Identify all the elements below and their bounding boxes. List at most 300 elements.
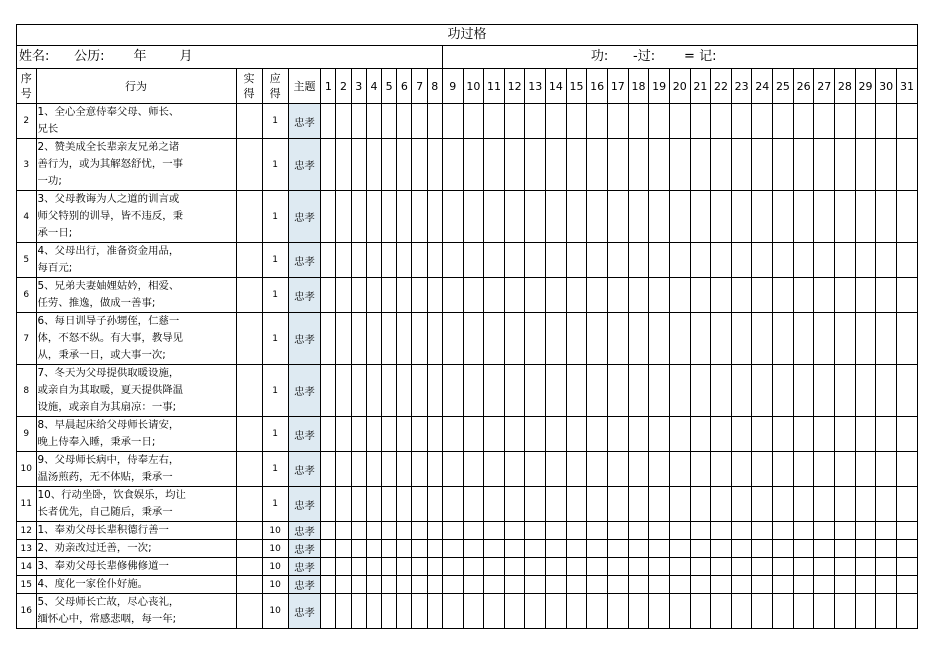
day-check-cell[interactable]: [649, 522, 670, 540]
day-check-cell[interactable]: [463, 139, 484, 191]
day-check-cell[interactable]: [876, 139, 897, 191]
row-actual-cell[interactable]: [236, 487, 262, 522]
day-check-cell[interactable]: [351, 191, 366, 243]
day-check-cell[interactable]: [484, 278, 505, 313]
day-check-cell[interactable]: [525, 243, 546, 278]
day-check-cell[interactable]: [546, 522, 567, 540]
day-check-cell[interactable]: [442, 540, 463, 558]
day-check-cell[interactable]: [397, 594, 412, 629]
day-check-cell[interactable]: [366, 139, 381, 191]
day-check-cell[interactable]: [566, 139, 587, 191]
day-check-cell[interactable]: [484, 558, 505, 576]
day-check-cell[interactable]: [773, 278, 794, 313]
row-actual-cell[interactable]: [236, 540, 262, 558]
day-check-cell[interactable]: [814, 452, 835, 487]
day-check-cell[interactable]: [773, 576, 794, 594]
day-check-cell[interactable]: [463, 417, 484, 452]
day-check-cell[interactable]: [351, 417, 366, 452]
day-check-cell[interactable]: [427, 139, 442, 191]
day-check-cell[interactable]: [628, 487, 649, 522]
day-check-cell[interactable]: [731, 487, 752, 522]
day-check-cell[interactable]: [587, 104, 608, 139]
day-check-cell[interactable]: [814, 522, 835, 540]
day-check-cell[interactable]: [412, 540, 427, 558]
day-check-cell[interactable]: [525, 594, 546, 629]
day-check-cell[interactable]: [876, 243, 897, 278]
day-check-cell[interactable]: [855, 452, 876, 487]
day-check-cell[interactable]: [711, 104, 732, 139]
day-check-cell[interactable]: [690, 104, 711, 139]
day-check-cell[interactable]: [752, 594, 773, 629]
day-check-cell[interactable]: [773, 452, 794, 487]
day-check-cell[interactable]: [397, 104, 412, 139]
day-check-cell[interactable]: [876, 104, 897, 139]
day-check-cell[interactable]: [525, 278, 546, 313]
day-check-cell[interactable]: [814, 191, 835, 243]
day-check-cell[interactable]: [321, 243, 336, 278]
day-check-cell[interactable]: [690, 313, 711, 365]
day-check-cell[interactable]: [711, 313, 732, 365]
row-actual-cell[interactable]: [236, 594, 262, 629]
day-check-cell[interactable]: [649, 243, 670, 278]
day-check-cell[interactable]: [566, 576, 587, 594]
day-check-cell[interactable]: [669, 313, 690, 365]
day-check-cell[interactable]: [608, 278, 629, 313]
day-check-cell[interactable]: [773, 191, 794, 243]
day-check-cell[interactable]: [855, 191, 876, 243]
day-check-cell[interactable]: [397, 558, 412, 576]
day-check-cell[interactable]: [669, 576, 690, 594]
day-check-cell[interactable]: [412, 243, 427, 278]
day-check-cell[interactable]: [608, 540, 629, 558]
day-check-cell[interactable]: [773, 487, 794, 522]
day-check-cell[interactable]: [876, 558, 897, 576]
day-check-cell[interactable]: [463, 278, 484, 313]
day-check-cell[interactable]: [793, 243, 814, 278]
day-check-cell[interactable]: [484, 576, 505, 594]
day-check-cell[interactable]: [835, 576, 856, 594]
day-check-cell[interactable]: [896, 278, 917, 313]
day-check-cell[interactable]: [690, 243, 711, 278]
day-check-cell[interactable]: [731, 313, 752, 365]
day-check-cell[interactable]: [752, 191, 773, 243]
day-check-cell[interactable]: [773, 365, 794, 417]
day-check-cell[interactable]: [463, 576, 484, 594]
day-check-cell[interactable]: [896, 540, 917, 558]
day-check-cell[interactable]: [412, 417, 427, 452]
day-check-cell[interactable]: [504, 487, 525, 522]
day-check-cell[interactable]: [336, 452, 351, 487]
day-check-cell[interactable]: [669, 191, 690, 243]
day-check-cell[interactable]: [896, 365, 917, 417]
day-check-cell[interactable]: [566, 558, 587, 576]
day-check-cell[interactable]: [731, 243, 752, 278]
day-check-cell[interactable]: [711, 139, 732, 191]
day-check-cell[interactable]: [397, 417, 412, 452]
day-check-cell[interactable]: [366, 417, 381, 452]
day-check-cell[interactable]: [382, 558, 397, 576]
day-check-cell[interactable]: [566, 594, 587, 629]
day-check-cell[interactable]: [731, 278, 752, 313]
day-check-cell[interactable]: [397, 191, 412, 243]
day-check-cell[interactable]: [525, 576, 546, 594]
day-check-cell[interactable]: [896, 522, 917, 540]
day-check-cell[interactable]: [412, 558, 427, 576]
row-actual-cell[interactable]: [236, 365, 262, 417]
day-check-cell[interactable]: [649, 365, 670, 417]
day-check-cell[interactable]: [814, 540, 835, 558]
day-check-cell[interactable]: [442, 558, 463, 576]
day-check-cell[interactable]: [351, 522, 366, 540]
day-check-cell[interactable]: [397, 452, 412, 487]
day-check-cell[interactable]: [546, 576, 567, 594]
day-check-cell[interactable]: [351, 104, 366, 139]
day-check-cell[interactable]: [814, 576, 835, 594]
day-check-cell[interactable]: [690, 278, 711, 313]
day-check-cell[interactable]: [351, 278, 366, 313]
day-check-cell[interactable]: [525, 139, 546, 191]
day-check-cell[interactable]: [442, 487, 463, 522]
day-check-cell[interactable]: [669, 594, 690, 629]
day-check-cell[interactable]: [793, 191, 814, 243]
day-check-cell[interactable]: [690, 540, 711, 558]
day-check-cell[interactable]: [835, 139, 856, 191]
day-check-cell[interactable]: [835, 522, 856, 540]
day-check-cell[interactable]: [366, 576, 381, 594]
day-check-cell[interactable]: [690, 365, 711, 417]
day-check-cell[interactable]: [321, 452, 336, 487]
day-check-cell[interactable]: [321, 576, 336, 594]
day-check-cell[interactable]: [855, 576, 876, 594]
day-check-cell[interactable]: [649, 278, 670, 313]
day-check-cell[interactable]: [587, 522, 608, 540]
row-actual-cell[interactable]: [236, 104, 262, 139]
day-check-cell[interactable]: [484, 313, 505, 365]
day-check-cell[interactable]: [587, 540, 608, 558]
day-check-cell[interactable]: [711, 191, 732, 243]
day-check-cell[interactable]: [711, 576, 732, 594]
day-check-cell[interactable]: [397, 313, 412, 365]
day-check-cell[interactable]: [773, 594, 794, 629]
day-check-cell[interactable]: [484, 243, 505, 278]
day-check-cell[interactable]: [351, 313, 366, 365]
day-check-cell[interactable]: [896, 487, 917, 522]
day-check-cell[interactable]: [412, 191, 427, 243]
day-check-cell[interactable]: [752, 104, 773, 139]
day-check-cell[interactable]: [690, 139, 711, 191]
day-check-cell[interactable]: [752, 139, 773, 191]
day-check-cell[interactable]: [566, 243, 587, 278]
day-check-cell[interactable]: [628, 139, 649, 191]
day-check-cell[interactable]: [876, 522, 897, 540]
day-check-cell[interactable]: [608, 487, 629, 522]
row-actual-cell[interactable]: [236, 558, 262, 576]
day-check-cell[interactable]: [628, 452, 649, 487]
day-check-cell[interactable]: [876, 452, 897, 487]
day-check-cell[interactable]: [814, 487, 835, 522]
day-check-cell[interactable]: [525, 522, 546, 540]
day-check-cell[interactable]: [711, 278, 732, 313]
day-check-cell[interactable]: [484, 139, 505, 191]
day-check-cell[interactable]: [412, 104, 427, 139]
day-check-cell[interactable]: [649, 313, 670, 365]
day-check-cell[interactable]: [397, 278, 412, 313]
day-check-cell[interactable]: [731, 139, 752, 191]
day-check-cell[interactable]: [855, 243, 876, 278]
day-check-cell[interactable]: [608, 522, 629, 540]
day-check-cell[interactable]: [412, 487, 427, 522]
day-check-cell[interactable]: [649, 594, 670, 629]
day-check-cell[interactable]: [321, 365, 336, 417]
day-check-cell[interactable]: [628, 594, 649, 629]
day-check-cell[interactable]: [525, 104, 546, 139]
day-check-cell[interactable]: [351, 365, 366, 417]
day-check-cell[interactable]: [896, 417, 917, 452]
day-check-cell[interactable]: [628, 540, 649, 558]
day-check-cell[interactable]: [412, 313, 427, 365]
day-check-cell[interactable]: [336, 540, 351, 558]
day-check-cell[interactable]: [835, 594, 856, 629]
day-check-cell[interactable]: [608, 417, 629, 452]
day-check-cell[interactable]: [896, 104, 917, 139]
day-check-cell[interactable]: [793, 313, 814, 365]
row-actual-cell[interactable]: [236, 522, 262, 540]
day-check-cell[interactable]: [587, 558, 608, 576]
day-check-cell[interactable]: [649, 540, 670, 558]
day-check-cell[interactable]: [896, 576, 917, 594]
day-check-cell[interactable]: [412, 278, 427, 313]
day-check-cell[interactable]: [814, 139, 835, 191]
day-check-cell[interactable]: [587, 139, 608, 191]
day-check-cell[interactable]: [814, 278, 835, 313]
day-check-cell[interactable]: [649, 104, 670, 139]
day-check-cell[interactable]: [566, 452, 587, 487]
day-check-cell[interactable]: [566, 365, 587, 417]
day-check-cell[interactable]: [731, 522, 752, 540]
day-check-cell[interactable]: [752, 278, 773, 313]
day-check-cell[interactable]: [321, 278, 336, 313]
day-check-cell[interactable]: [382, 191, 397, 243]
day-check-cell[interactable]: [752, 576, 773, 594]
day-check-cell[interactable]: [835, 540, 856, 558]
day-check-cell[interactable]: [504, 540, 525, 558]
day-check-cell[interactable]: [484, 540, 505, 558]
day-check-cell[interactable]: [876, 487, 897, 522]
day-check-cell[interactable]: [669, 417, 690, 452]
day-check-cell[interactable]: [463, 540, 484, 558]
day-check-cell[interactable]: [587, 278, 608, 313]
day-check-cell[interactable]: [896, 594, 917, 629]
day-check-cell[interactable]: [752, 522, 773, 540]
day-check-cell[interactable]: [855, 313, 876, 365]
day-check-cell[interactable]: [773, 522, 794, 540]
day-check-cell[interactable]: [336, 558, 351, 576]
day-check-cell[interactable]: [793, 417, 814, 452]
day-check-cell[interactable]: [321, 313, 336, 365]
day-check-cell[interactable]: [366, 104, 381, 139]
day-check-cell[interactable]: [427, 487, 442, 522]
day-check-cell[interactable]: [855, 139, 876, 191]
day-check-cell[interactable]: [546, 540, 567, 558]
day-check-cell[interactable]: [504, 104, 525, 139]
day-check-cell[interactable]: [855, 104, 876, 139]
day-check-cell[interactable]: [442, 417, 463, 452]
day-check-cell[interactable]: [427, 522, 442, 540]
day-check-cell[interactable]: [731, 540, 752, 558]
day-check-cell[interactable]: [649, 487, 670, 522]
day-check-cell[interactable]: [546, 278, 567, 313]
day-check-cell[interactable]: [773, 313, 794, 365]
day-check-cell[interactable]: [793, 452, 814, 487]
day-check-cell[interactable]: [669, 139, 690, 191]
day-check-cell[interactable]: [336, 487, 351, 522]
day-check-cell[interactable]: [566, 278, 587, 313]
day-check-cell[interactable]: [484, 417, 505, 452]
row-actual-cell[interactable]: [236, 139, 262, 191]
day-check-cell[interactable]: [525, 487, 546, 522]
day-check-cell[interactable]: [336, 104, 351, 139]
day-check-cell[interactable]: [442, 313, 463, 365]
day-check-cell[interactable]: [587, 576, 608, 594]
day-check-cell[interactable]: [690, 417, 711, 452]
day-check-cell[interactable]: [412, 365, 427, 417]
day-check-cell[interactable]: [628, 576, 649, 594]
day-check-cell[interactable]: [546, 594, 567, 629]
day-check-cell[interactable]: [876, 365, 897, 417]
day-check-cell[interactable]: [628, 558, 649, 576]
day-check-cell[interactable]: [463, 191, 484, 243]
day-check-cell[interactable]: [336, 365, 351, 417]
day-check-cell[interactable]: [382, 522, 397, 540]
day-check-cell[interactable]: [855, 540, 876, 558]
day-check-cell[interactable]: [397, 139, 412, 191]
day-check-cell[interactable]: [587, 191, 608, 243]
day-check-cell[interactable]: [896, 558, 917, 576]
day-check-cell[interactable]: [321, 191, 336, 243]
day-check-cell[interactable]: [649, 558, 670, 576]
day-check-cell[interactable]: [649, 191, 670, 243]
day-check-cell[interactable]: [442, 365, 463, 417]
day-check-cell[interactable]: [690, 452, 711, 487]
day-check-cell[interactable]: [504, 417, 525, 452]
day-check-cell[interactable]: [525, 191, 546, 243]
day-check-cell[interactable]: [835, 452, 856, 487]
day-check-cell[interactable]: [566, 487, 587, 522]
day-check-cell[interactable]: [546, 452, 567, 487]
day-check-cell[interactable]: [427, 594, 442, 629]
day-check-cell[interactable]: [793, 139, 814, 191]
day-check-cell[interactable]: [366, 558, 381, 576]
day-check-cell[interactable]: [773, 104, 794, 139]
day-check-cell[interactable]: [442, 139, 463, 191]
day-check-cell[interactable]: [463, 558, 484, 576]
day-check-cell[interactable]: [896, 139, 917, 191]
day-check-cell[interactable]: [711, 243, 732, 278]
day-check-cell[interactable]: [504, 594, 525, 629]
day-check-cell[interactable]: [336, 313, 351, 365]
day-check-cell[interactable]: [876, 191, 897, 243]
day-check-cell[interactable]: [814, 313, 835, 365]
day-check-cell[interactable]: [442, 594, 463, 629]
day-check-cell[interactable]: [669, 452, 690, 487]
day-check-cell[interactable]: [463, 243, 484, 278]
day-check-cell[interactable]: [484, 191, 505, 243]
day-check-cell[interactable]: [504, 278, 525, 313]
day-check-cell[interactable]: [587, 243, 608, 278]
day-check-cell[interactable]: [442, 452, 463, 487]
day-check-cell[interactable]: [366, 522, 381, 540]
day-check-cell[interactable]: [628, 191, 649, 243]
day-check-cell[interactable]: [731, 594, 752, 629]
day-check-cell[interactable]: [382, 104, 397, 139]
day-check-cell[interactable]: [731, 452, 752, 487]
day-check-cell[interactable]: [752, 487, 773, 522]
day-check-cell[interactable]: [814, 594, 835, 629]
day-check-cell[interactable]: [814, 365, 835, 417]
day-check-cell[interactable]: [773, 540, 794, 558]
day-check-cell[interactable]: [793, 278, 814, 313]
day-check-cell[interactable]: [321, 594, 336, 629]
day-check-cell[interactable]: [566, 191, 587, 243]
day-check-cell[interactable]: [397, 576, 412, 594]
day-check-cell[interactable]: [711, 417, 732, 452]
day-check-cell[interactable]: [752, 243, 773, 278]
day-check-cell[interactable]: [669, 278, 690, 313]
day-check-cell[interactable]: [351, 452, 366, 487]
day-check-cell[interactable]: [669, 558, 690, 576]
day-check-cell[interactable]: [711, 365, 732, 417]
day-check-cell[interactable]: [412, 139, 427, 191]
day-check-cell[interactable]: [773, 558, 794, 576]
day-check-cell[interactable]: [336, 576, 351, 594]
day-check-cell[interactable]: [366, 365, 381, 417]
day-check-cell[interactable]: [463, 594, 484, 629]
day-check-cell[interactable]: [442, 191, 463, 243]
day-check-cell[interactable]: [351, 540, 366, 558]
day-check-cell[interactable]: [397, 365, 412, 417]
row-actual-cell[interactable]: [236, 576, 262, 594]
row-actual-cell[interactable]: [236, 417, 262, 452]
day-check-cell[interactable]: [814, 243, 835, 278]
day-check-cell[interactable]: [835, 243, 856, 278]
day-check-cell[interactable]: [427, 576, 442, 594]
day-check-cell[interactable]: [649, 576, 670, 594]
day-check-cell[interactable]: [546, 191, 567, 243]
day-check-cell[interactable]: [427, 452, 442, 487]
day-check-cell[interactable]: [397, 540, 412, 558]
day-check-cell[interactable]: [382, 452, 397, 487]
day-check-cell[interactable]: [382, 487, 397, 522]
day-check-cell[interactable]: [628, 313, 649, 365]
name-date-field[interactable]: 姓名: 公历: 年 月: [17, 46, 443, 69]
day-check-cell[interactable]: [690, 191, 711, 243]
day-check-cell[interactable]: [427, 104, 442, 139]
day-check-cell[interactable]: [442, 576, 463, 594]
day-check-cell[interactable]: [525, 313, 546, 365]
day-check-cell[interactable]: [587, 452, 608, 487]
day-check-cell[interactable]: [366, 313, 381, 365]
day-check-cell[interactable]: [321, 522, 336, 540]
day-check-cell[interactable]: [546, 313, 567, 365]
day-check-cell[interactable]: [546, 104, 567, 139]
day-check-cell[interactable]: [366, 540, 381, 558]
day-check-cell[interactable]: [835, 278, 856, 313]
day-check-cell[interactable]: [608, 558, 629, 576]
day-check-cell[interactable]: [427, 243, 442, 278]
day-check-cell[interactable]: [351, 243, 366, 278]
day-check-cell[interactable]: [442, 278, 463, 313]
day-check-cell[interactable]: [336, 278, 351, 313]
